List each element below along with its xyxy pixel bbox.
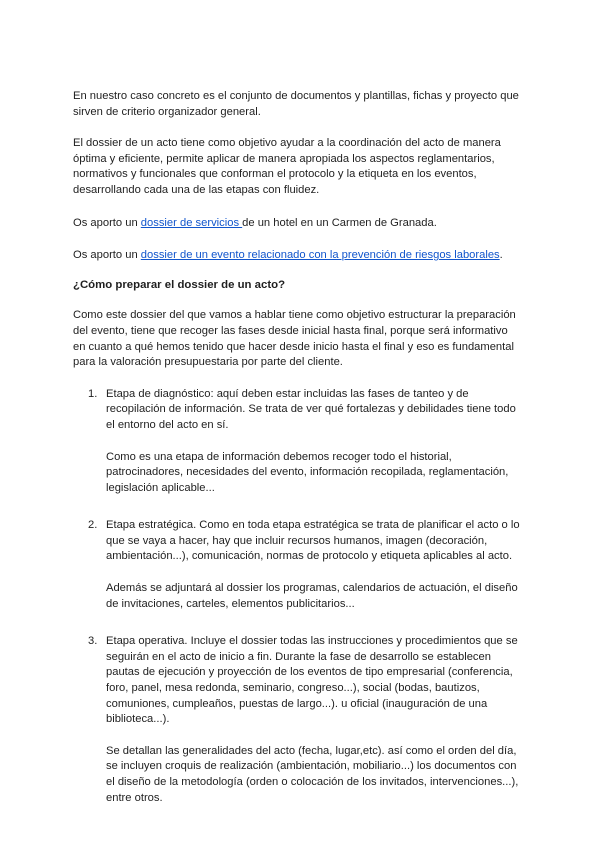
list-item-step-1 — [73, 387, 526, 497]
list-item-step-2 — [73, 518, 526, 612]
step-detail: Como es una etapa de información debemos recoger todo el historial, patrocinadores, necesidades del evento, información recopilada, reglamentación, legislación aplicable... — [106, 450, 509, 494]
steps-list — [73, 387, 540, 806]
step-number: 1. — [88, 387, 98, 400]
intro-paragraph-2: El dossier de un acto tiene como objetivo ayudar a la coordinación del acto de manera óptima y eficiente, permite aplicar de manera apropiada los aspectos reglamentarios, normativos y funcionales que conforman el protocolo y la etiqueta en los eventos, desarrollando cada una de las etapas con fluidez. — [73, 137, 501, 196]
step-detail: Además se adjuntará al dossier los programas, calendarios de actuación, el diseño de invitaciones, carteles, elementos publicitarios... — [106, 582, 518, 610]
hotel-dossier-link[interactable]: dossier de servicios — [140, 216, 243, 229]
section-heading: ¿Cómo preparar el dossier de un acto? — [73, 278, 286, 291]
step-detail: Se detallan las generalidades del acto (fecha, lugar,etc). así como el orden del día, se incluyen croquis de realización (ambientación, mobiliario...) los documentos con el diseño de la metodología (orden o colocación de los invitados, intervenciones...), entre otros. — [106, 744, 519, 804]
reference-prefix: Os aporto un — [73, 249, 141, 262]
reference-suffix: de un hotel en un Carmen de Granada. — [242, 216, 437, 229]
step-number: 3. — [88, 635, 98, 648]
risk-prevention-dossier-link[interactable]: dossier de un evento relacionado con la prevención de riesgos laborales — [140, 249, 500, 262]
step-text: Etapa de diagnóstico: aquí deben estar incluidas las fases de tanteo y de recopilación de información. Se trata de ver qué fortalezas y debilidades tiene todo el entorno del acto en sí. — [106, 387, 516, 431]
section-paragraph: Como este dossier del que vamos a hablar tiene como objetivo estructurar la preparación del evento, tiene que recoger las fases desde inicial hasta final, porque será informativo en cuanto a qué hemos tenido que hacer desde inicio hasta el final y eso es fundamental para la valoración presupuestaria por parte del cliente. — [73, 309, 516, 369]
step-text: Etapa operativa. Incluye el dossier todas las instrucciones y procedimientos que se seguirán en el acto de inicio a fin. Durante la fase de desarrollo se establecen pautas de ejecución y proyección de los eventos de tipo empresarial (conferencia, foro, panel, mesa redonda, seminario, congreso...), social (bodas, bautizos, comuniones, cumpleaños, puestas de largo...). u oficial (inauguración de una biblioteca...). — [106, 635, 518, 726]
step-text: Etapa estratégica. Como en toda etapa estratégica se trata de planificar el acto o lo que se vaya a hacer, hay que incluir recursos humanos, imagen (decoración, ambientación...), comunicación, normas de protocolo y etiqueta aplicables al acto. — [106, 519, 520, 563]
intro-paragraph-1: En nuestro caso concreto es el conjunto de documentos y plantillas, fichas y proyecto que sirven de criterio organizador general. — [73, 90, 519, 118]
list-item-step-3 — [73, 634, 526, 806]
reference-prefix: Os aporto un — [73, 216, 141, 229]
reference-suffix: . — [499, 249, 503, 262]
step-number: 2. — [88, 519, 98, 532]
reference-hotel-dossier — [73, 216, 540, 232]
reference-risk-dossier — [73, 248, 540, 264]
